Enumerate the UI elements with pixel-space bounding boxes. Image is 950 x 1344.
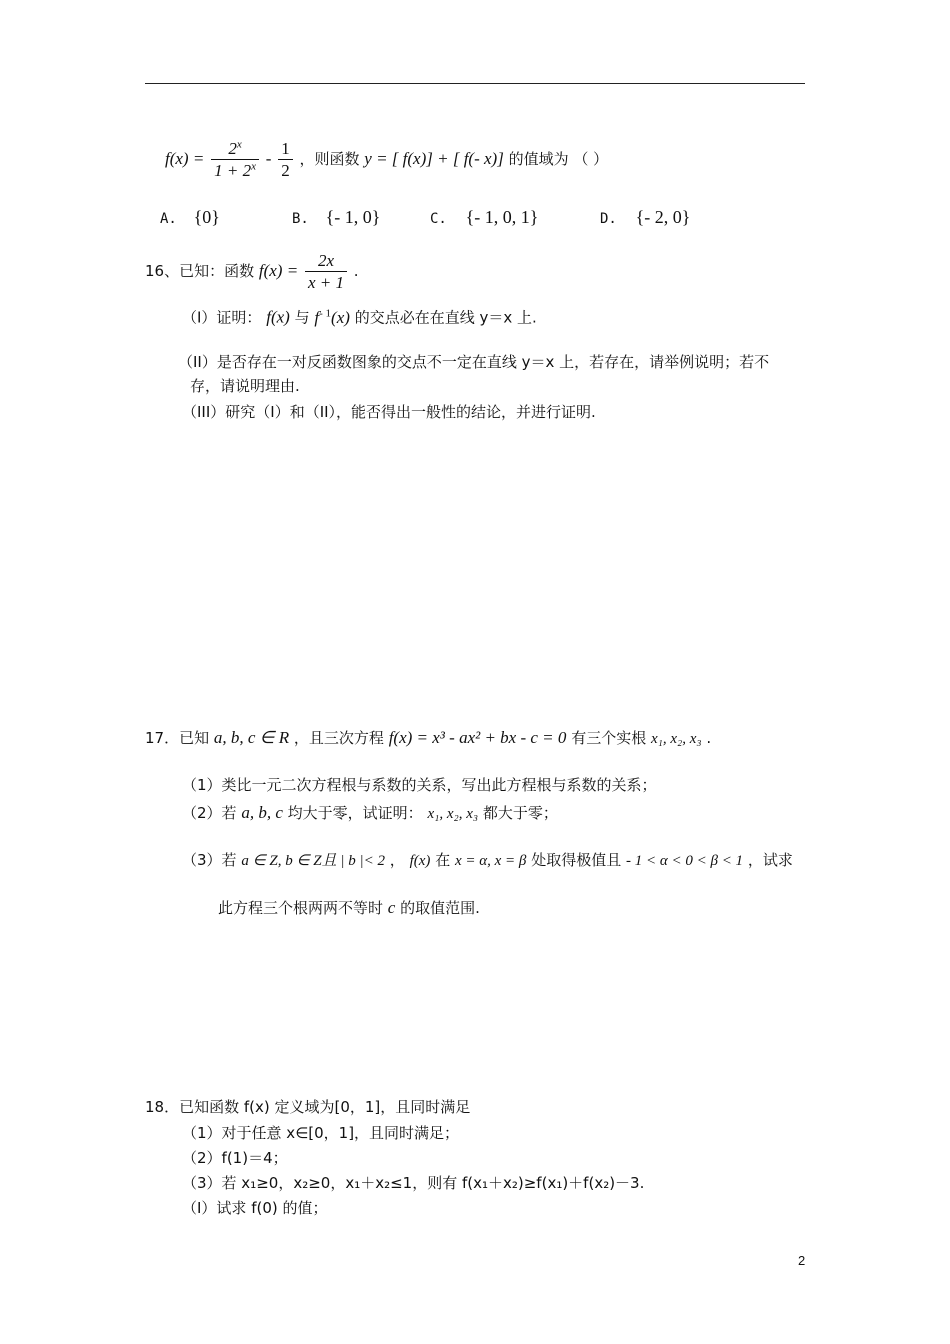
q17-part-1: （1）类比一元二次方程根与系数的关系，写出此方程根与系数的关系； xyxy=(182,776,657,794)
option-label: A. xyxy=(160,211,177,227)
q17-equation: f(x) = x³ - ax² + bx - c = 0 xyxy=(388,728,567,747)
q17-part-2: （2）若 a, b, c 均大于零，试证明： x₁, x₂, x₃ 都大于零； xyxy=(182,803,558,822)
q18-condition-3: （3）若 x₁≥0，x₂≥0，x₁＋x₂≤1，则有 f(x₁＋x₂)≥f(x₁)＋f(x₂)－3. xyxy=(182,1174,645,1192)
q17-intro-line: 17．已知 a, b, c ∈ R ，且三次方程 f(x) = x³ - ax² + bx - c = 0 有三个实根 x₁, x₂, x₃ . xyxy=(145,728,712,747)
q15-text-range: 的值域为 xyxy=(508,149,569,168)
q17-roots: x₁, x₂, x₃ xyxy=(650,731,702,747)
option-value: {- 1, 0} xyxy=(325,207,381,227)
q16-intro-line: 16、已知：函数 f(x) = $\frac{2x}{x + 1}$ . xyxy=(145,251,359,293)
option-label: C. xyxy=(430,211,447,227)
q18-intro: 18．已知函数 f(x) 定义域为[0，1]，且同时满足 xyxy=(145,1098,471,1116)
q16-intro: 16、已知：函数 xyxy=(145,261,255,280)
q16-part-1: （I）证明： f(x) 与 $f^{- 1}(x)$ 的交点必在在直线 y＝x 上. xyxy=(182,307,537,327)
q17-abc: a, b, c ∈ R xyxy=(213,728,290,747)
q16-part-2-line-1: （II）是否存在一对反函数图象的交点不一定在直线 y＝x 上，若存在，请举例说明；若不 xyxy=(178,353,770,371)
q17-part-3-line-1: （3）若 a ∈ Z, b ∈ Z且 | b |< 2 ， f(x) 在 x = α, x = β 处取得极值且 - 1 < α < 0 < β < 1 ，试求 xyxy=(182,851,793,869)
q16-part-2-line-2: 存，请说明理由. xyxy=(190,377,300,395)
q15-expression: y = [ f(x)] + [ f(- x)] xyxy=(364,148,504,168)
q15-option-a xyxy=(160,207,220,229)
q18-part-1: （Ⅰ）试求 f(0) 的值； xyxy=(182,1199,328,1217)
q15-text-then: ，则函数 xyxy=(299,149,360,168)
option-label: D. xyxy=(600,211,617,227)
q15-formula-line xyxy=(165,138,608,182)
q18-condition-2: （2）f(1)＝4； xyxy=(182,1149,288,1167)
q15-option-c xyxy=(430,207,538,229)
q16-part-3: （III）研究（I）和（II），能否得出一般性的结论，并进行证明. xyxy=(182,403,596,421)
q16-part1-finv: $f^{- 1}(x)$ xyxy=(314,307,350,327)
option-value: {- 2, 0} xyxy=(635,207,691,227)
option-label: B. xyxy=(292,211,309,227)
q15-option-d xyxy=(600,207,690,229)
q17-part-3-line-2: 此方程三个根两两不等时 c 的取值范围. xyxy=(218,898,480,917)
q15-minus: - xyxy=(265,148,272,168)
q18-condition-1: （1）对于任意 x∈[0，1]，且同时满足； xyxy=(182,1124,460,1142)
header-rule xyxy=(145,83,805,84)
q15-fraction-2: $\frac{1}{2}$ xyxy=(278,138,293,182)
page-number: 2 xyxy=(798,1253,806,1268)
q16-fraction: $\frac{2x}{x + 1}$ xyxy=(305,250,347,294)
q16-part1-f: f(x) xyxy=(266,307,290,327)
q15-option-b xyxy=(292,207,380,229)
q16-fx: f(x) = xyxy=(258,260,299,280)
q15-fx-lhs: f(x) = xyxy=(165,148,205,168)
q15-answer-paren: （ ） xyxy=(573,149,609,168)
option-value: {0} xyxy=(193,207,220,227)
option-value: {- 1, 0, 1} xyxy=(465,207,539,227)
q15-fraction-1: $\frac{2^x}{1 + 2^x}$ xyxy=(211,138,259,182)
